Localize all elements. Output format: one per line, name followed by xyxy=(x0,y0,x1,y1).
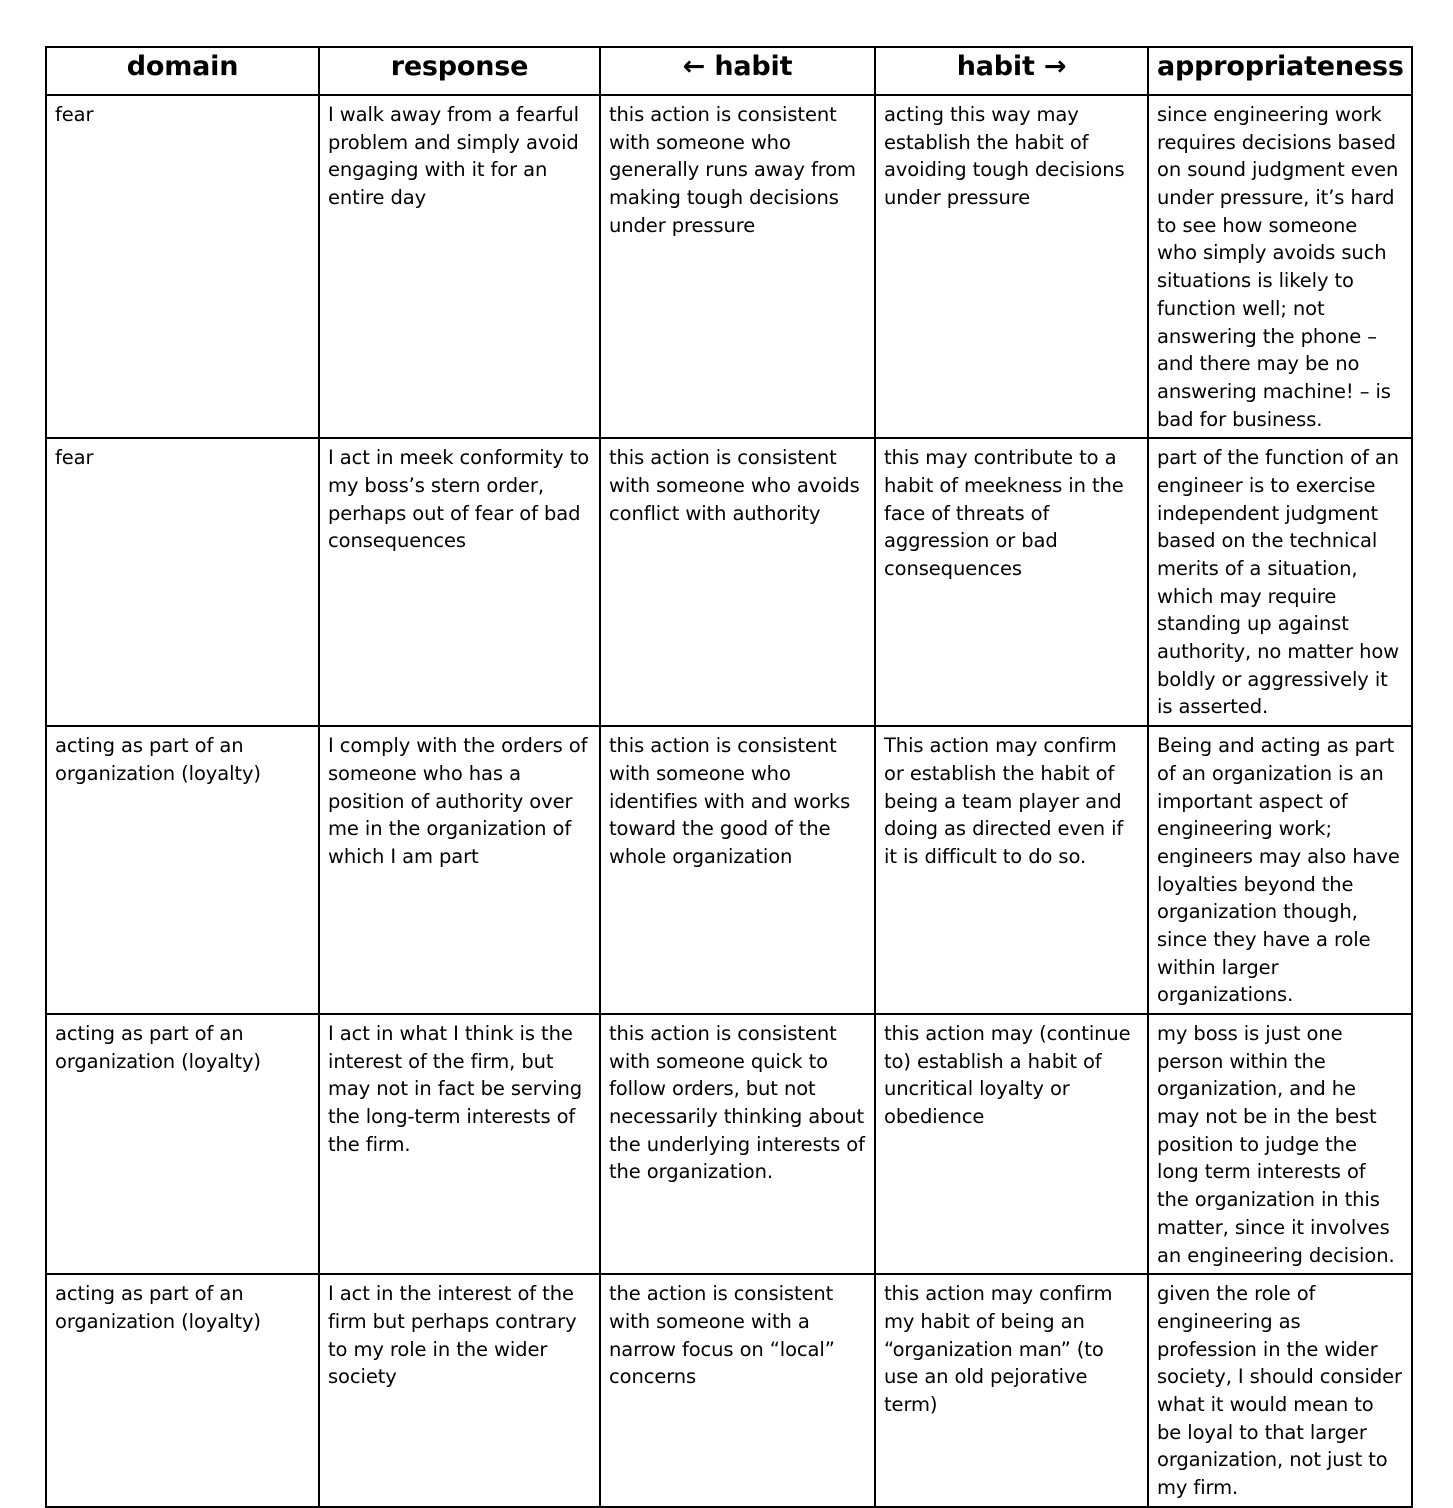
cell-habit-backward: this action is consistent with someone quick to follow orders, but not necessarily thinking about the underlying interests of the organization. xyxy=(600,1014,875,1274)
cell-response: I act in the interest of the firm but perhaps contrary to my role in the wider society xyxy=(319,1274,600,1507)
table-row xyxy=(46,726,1412,1014)
table-body xyxy=(46,95,1412,1507)
cell-habit-backward: this action is consistent with someone who avoids conflict with authority xyxy=(600,438,875,726)
cell-response: I act in what I think is the interest of the firm, but may not in fact be serving the long-term interests of the firm. xyxy=(319,1014,600,1274)
column-header-response: response xyxy=(319,47,600,95)
column-header-habit-backward: ← habit xyxy=(600,47,875,95)
cell-habit-backward: this action is consistent with someone who generally runs away from making tough decisions under pressure xyxy=(600,95,875,438)
cell-habit-forward: this action may (continue to) establish a habit of uncritical loyalty or obedience xyxy=(875,1014,1148,1274)
table-header xyxy=(46,47,1412,95)
column-header-domain: domain xyxy=(46,47,319,95)
cell-appropriateness: part of the function of an engineer is to exercise independent judgment based on the technical merits of a situation, which may require standing up against authority, no matter how boldly or aggressively it is asserted. xyxy=(1148,438,1412,726)
cell-domain: acting as part of an organization (loyalty) xyxy=(46,1274,319,1507)
cell-domain: acting as part of an organization (loyalty) xyxy=(46,1014,319,1274)
cell-appropriateness: my boss is just one person within the organization, and he may not be in the best position to judge the long term interests of the organization in this matter, since it involves an engineering decision. xyxy=(1148,1014,1412,1274)
cell-habit-backward: the action is consistent with someone with a narrow focus on “local” concerns xyxy=(600,1274,875,1507)
cell-response: I walk away from a fearful problem and simply avoid engaging with it for an entire day xyxy=(319,95,600,438)
comparison-table xyxy=(45,46,1413,1508)
cell-habit-backward: this action is consistent with someone who identifies with and works toward the good of the whole organization xyxy=(600,726,875,1014)
cell-appropriateness: given the role of engineering as profession in the wider society, I should consider what it would mean to be loyal to that larger organization, not just to my firm. xyxy=(1148,1274,1412,1507)
table-row xyxy=(46,438,1412,726)
cell-habit-forward: acting this way may establish the habit of avoiding tough decisions under pressure xyxy=(875,95,1148,438)
cell-response: I comply with the orders of someone who has a position of authority over me in the organization of which I am part xyxy=(319,726,600,1014)
cell-domain: acting as part of an organization (loyalty) xyxy=(46,726,319,1014)
cell-habit-forward: This action may confirm or establish the habit of being a team player and doing as directed even if it is difficult to do so. xyxy=(875,726,1148,1014)
cell-appropriateness: Being and acting as part of an organization is an important aspect of engineering work; engineers may also have loyalties beyond the organization though, since they have a role within larger organizations. xyxy=(1148,726,1412,1014)
table-row xyxy=(46,95,1412,438)
column-header-habit-forward: habit → xyxy=(875,47,1148,95)
table-header-row xyxy=(46,47,1412,95)
cell-appropriateness: since engineering work requires decisions based on sound judgment even under pressure, it’s hard to see how someone who simply avoids such situations is likely to function well; not answering the phone – and there may be no answering machine! – is bad for business. xyxy=(1148,95,1412,438)
cell-domain: fear xyxy=(46,95,319,438)
column-header-appropriateness: appropriateness xyxy=(1148,47,1412,95)
table-row xyxy=(46,1274,1412,1507)
cell-response: I act in meek conformity to my boss’s stern order, perhaps out of fear of bad consequences xyxy=(319,438,600,726)
cell-habit-forward: this may contribute to a habit of meekness in the face of threats of aggression or bad consequences xyxy=(875,438,1148,726)
table-row xyxy=(46,1014,1412,1274)
cell-domain: fear xyxy=(46,438,319,726)
cell-habit-forward: this action may confirm my habit of being an “organization man” (to use an old pejorative term) xyxy=(875,1274,1148,1507)
